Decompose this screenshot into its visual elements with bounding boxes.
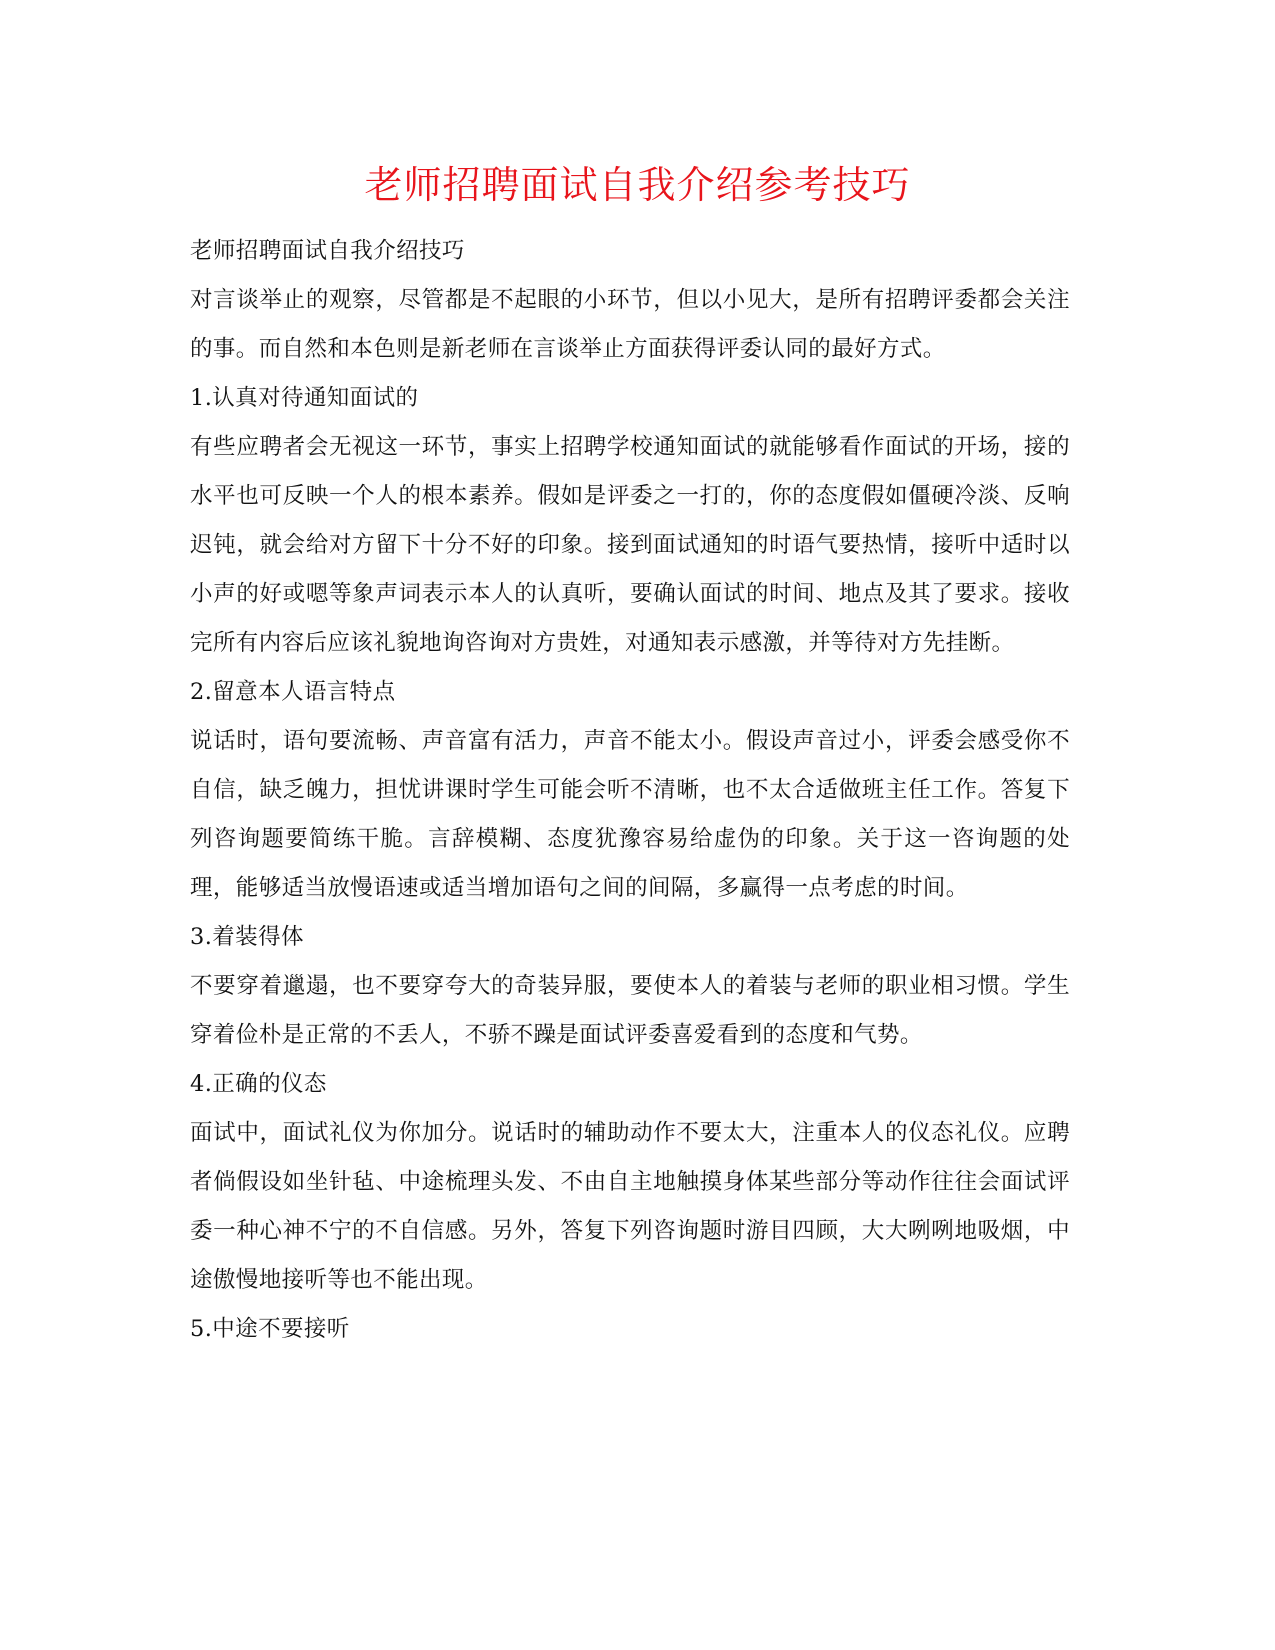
paragraph-subtitle: 老师招聘面试自我介绍技巧 <box>190 238 465 264</box>
section-heading-1: 1.认真对待通知面试的 <box>190 385 419 411</box>
document-title: 老师招聘面试自我介绍参考技巧 <box>364 163 911 207</box>
paragraph-section-1: 有些应聘者会无视这一环节，事实上招聘学校通知面试的就能够看作面试的开场，接的水平也可反映一个人的根本素养。假如是评委之一打的，你的态度假如僵硬冷淡、反响迟钝，就会给对方留下十分不好的印象。接到面试通知的时语气要热情，接听中适时以小声的好或嗯等象声词表示本人的认真听，要确认面试的时间、地点及其了要求。接收完所有内容后应该礼貌地询咨询对方贵姓，对通知表示感激，并等待对方先挂断。 <box>190 434 1070 656</box>
paragraph-intro: 对言谈举止的观察，尽管都是不起眼的小环节，但以小见大，是所有招聘评委都会关注的事。而自然和本色则是新老师在言谈举止方面获得评委认同的最好方式。 <box>190 287 1070 362</box>
document-body <box>190 227 1070 1354</box>
section-heading-4: 4.正确的仪态 <box>190 1071 327 1097</box>
section-heading-5: 5.中途不要接听 <box>190 1316 350 1342</box>
paragraph-section-2: 说话时，语句要流畅、声音富有活力，声音不能太小。假设声音过小，评委会感受你不自信，缺乏魄力，担忧讲课时学生可能会听不清晰，也不太合适做班主任工作。答复下列咨询题要简练干脆。言辞模糊、态度犹豫容易给虚伪的印象。关于这一咨询题的处理，能够适当放慢语速或适当增加语句之间的间隔，多赢得一点考虑的时间。 <box>190 728 1070 901</box>
paragraph-section-4: 面试中，面试礼仪为你加分。说话时的辅助动作不要太大，注重本人的仪态礼仪。应聘者倘假设如坐针毡、中途梳理头发、不由自主地触摸身体某些部分等动作往往会面试评委一种心神不宁的不自信感。另外，答复下列咨询题时游目四顾，大大咧咧地吸烟，中途傲慢地接听等也不能出现。 <box>190 1120 1070 1293</box>
section-heading-3: 3.着装得体 <box>190 924 304 950</box>
section-heading-2: 2.留意本人语言特点 <box>190 679 396 705</box>
paragraph-section-3: 不要穿着邋遢，也不要穿夸大的奇装异服，要使本人的着装与老师的职业相习惯。学生穿着俭朴是正常的不丢人，不骄不躁是面试评委喜爱看到的态度和气势。 <box>190 973 1070 1048</box>
